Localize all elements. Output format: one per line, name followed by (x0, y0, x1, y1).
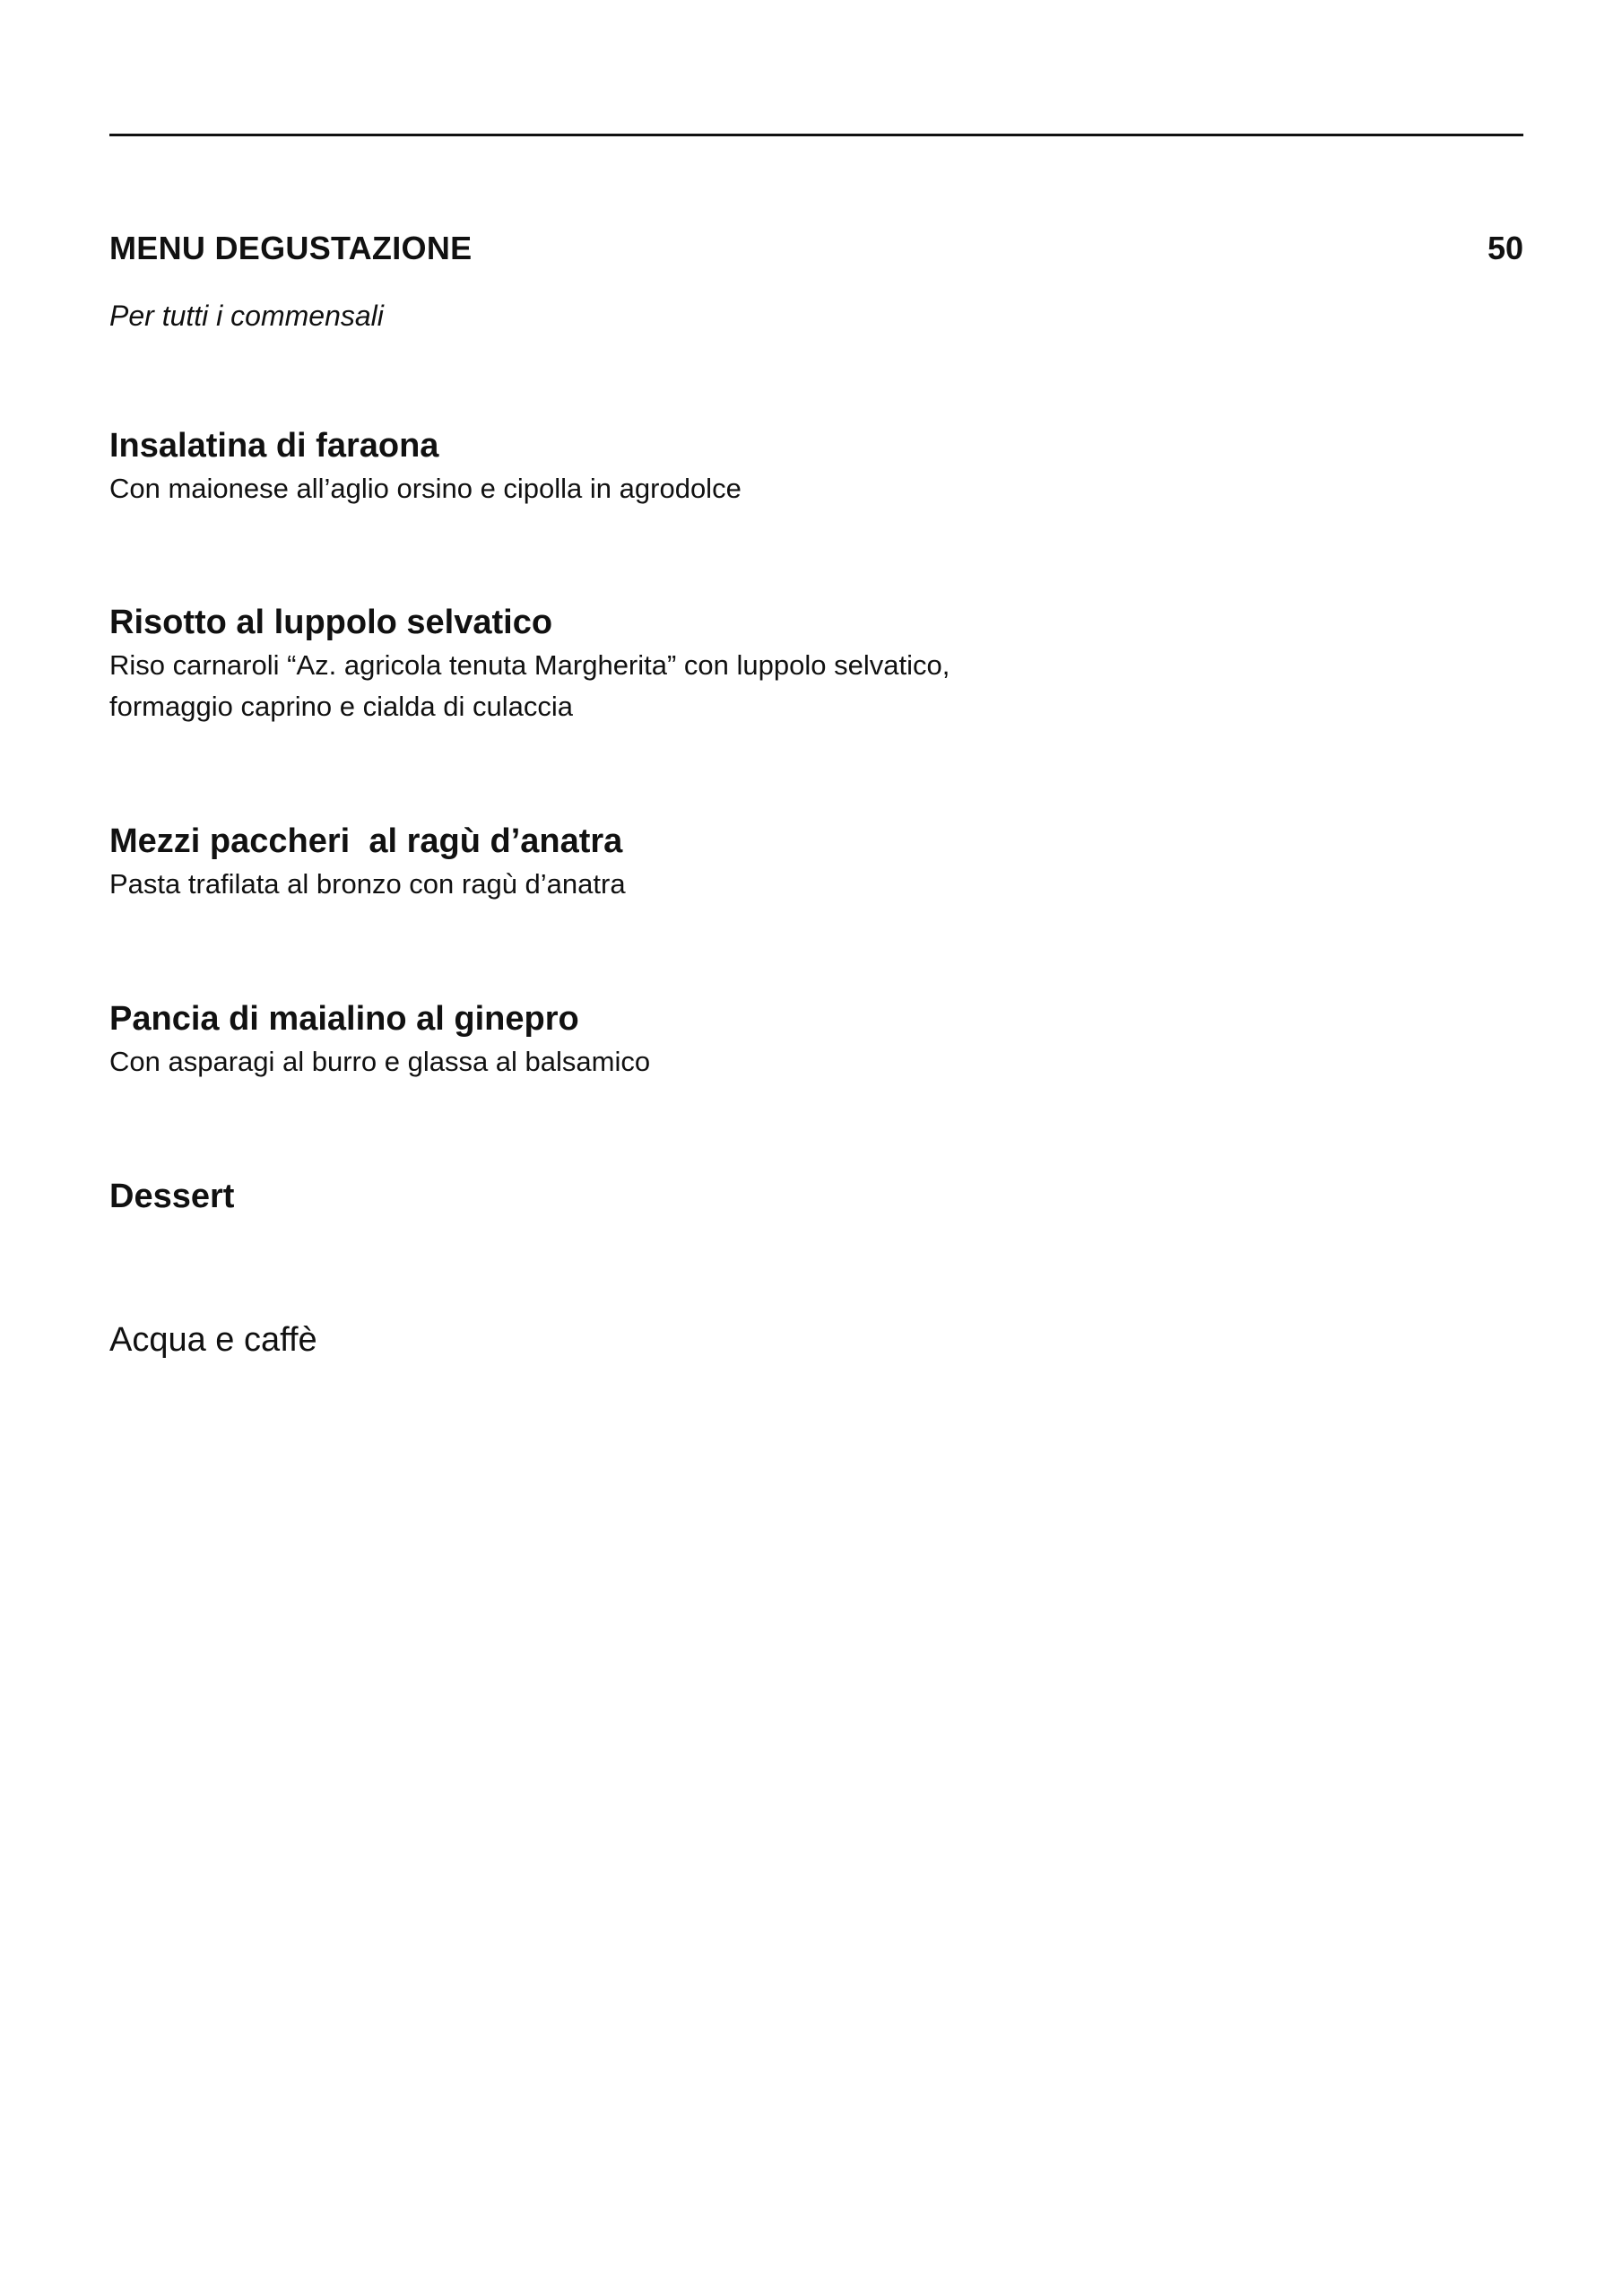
dish-description: Con asparagi al burro e glassa al balsamico (109, 1046, 651, 1077)
dish-description: Riso carnaroli “Az. agricola tenuta Margherita” con luppolo selvatico, formaggio caprino e cialda di culaccia (109, 649, 950, 722)
top-divider (109, 134, 1523, 136)
dish-item (109, 423, 1185, 509)
dish-name: Pancia di maialino al ginepro (109, 1000, 579, 1038)
dish-item (109, 1174, 1185, 1219)
dish-name: Dessert (109, 1178, 235, 1215)
dish-item (109, 600, 1185, 727)
menu-price: 50 (1487, 230, 1523, 266)
dish-item (109, 996, 1185, 1083)
menu-header (109, 226, 1523, 271)
dish-item (109, 819, 1185, 905)
menu-title: MENU DEGUSTAZIONE (109, 230, 473, 266)
extras-label: Acqua e caffè (109, 1321, 317, 1359)
dish-description: Con maionese all’aglio orsino e cipolla in agrodolce (109, 473, 742, 504)
dish-name: Mezzi paccheri al ragù d’anatra (109, 822, 623, 860)
menu-subtitle: Per tutti i commensali (109, 300, 384, 332)
dish-description: Pasta trafilata al bronzo con ragù d’anatra (109, 868, 626, 900)
dish-name: Insalatina di faraona (109, 427, 439, 465)
dish-name: Risotto al luppolo selvatico (109, 604, 553, 641)
